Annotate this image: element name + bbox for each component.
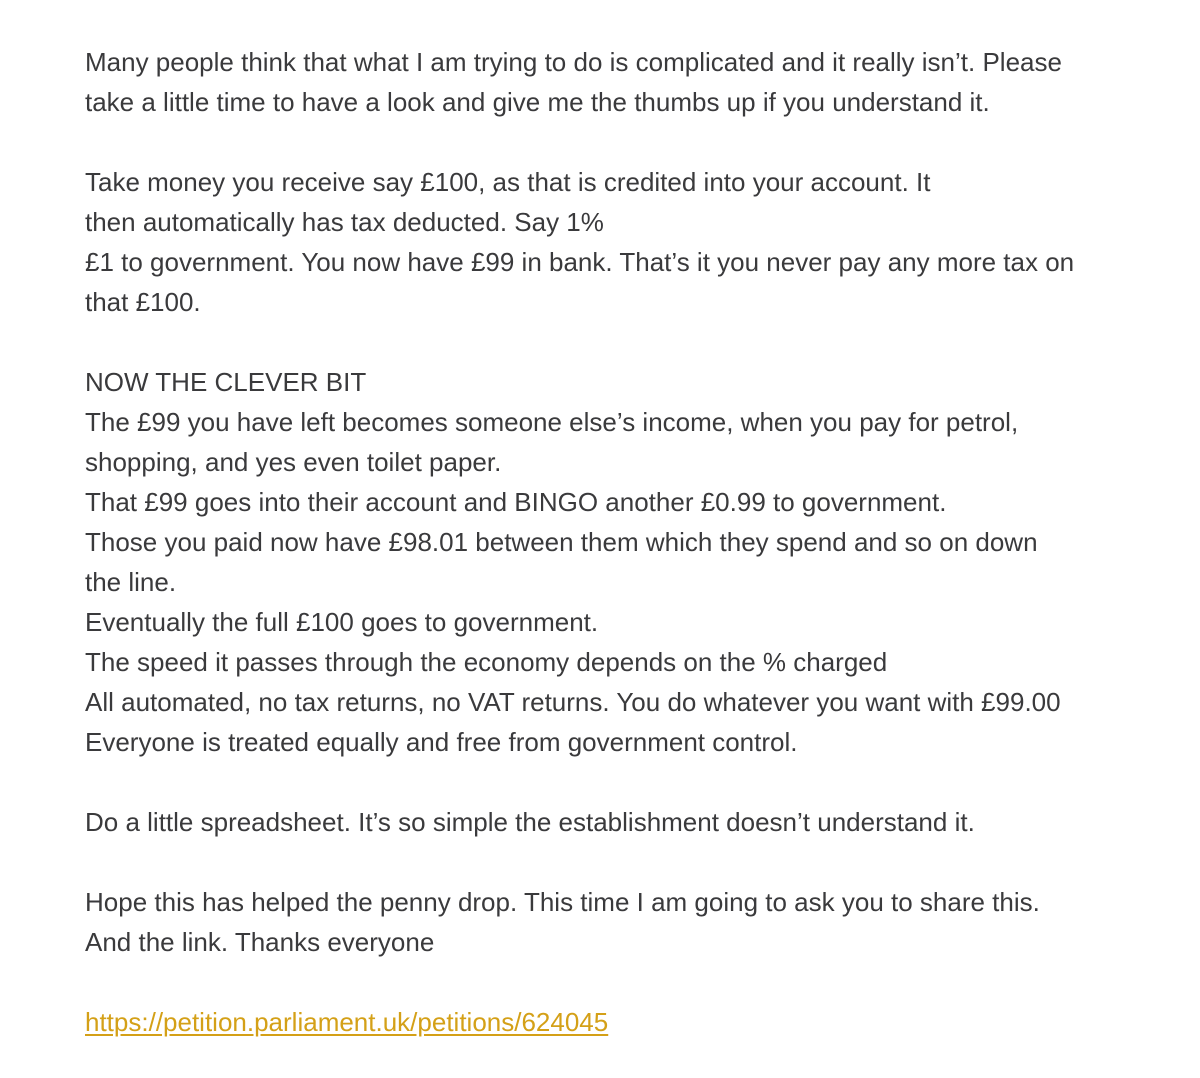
text-line: NOW THE CLEVER BIT — [85, 367, 367, 397]
paragraph-example — [85, 162, 1185, 322]
paragraph-clever-bit — [85, 362, 1185, 762]
text-line: then automatically has tax deducted. Say 1% — [85, 207, 604, 237]
text-line: Many people think that what I am trying to do is complicated and it really isn’t. Please — [85, 47, 1062, 77]
text-line: The £99 you have left becomes someone else’s income, when you pay for petrol, — [85, 407, 1019, 437]
text-line: And the link. Thanks everyone — [85, 927, 435, 957]
text-line: Everyone is treated equally and free from government control. — [85, 727, 798, 757]
text-line: All automated, no tax returns, no VAT returns. You do whatever you want with £99.00 — [85, 687, 1061, 717]
paragraph-closing — [85, 882, 1185, 962]
paragraph-spreadsheet — [85, 802, 1185, 842]
text-line: Hope this has helped the penny drop. This time I am going to ask you to share this. — [85, 887, 1040, 917]
text-line: the line. — [85, 567, 177, 597]
text-line: £1 to government. You now have £99 in bank. That’s it you never pay any more tax on — [85, 247, 1075, 277]
text-line: The speed it passes through the economy depends on the % charged — [85, 647, 888, 677]
text-line: shopping, and yes even toilet paper. — [85, 447, 502, 477]
text-line: take a little time to have a look and give me the thumbs up if you understand it. — [85, 87, 990, 117]
paragraph-intro — [85, 42, 1185, 122]
text-line: Take money you receive say £100, as that is credited into your account. It — [85, 167, 931, 197]
text-line: That £99 goes into their account and BINGO another £0.99 to government. — [85, 487, 947, 517]
text-line: that £100. — [85, 287, 201, 317]
note-body — [85, 42, 1185, 1042]
text-line: Eventually the full £100 goes to government. — [85, 607, 599, 637]
text-line: Do a little spreadsheet. It’s so simple the establishment doesn’t understand it. — [85, 807, 975, 837]
petition-link[interactable]: https://petition.parliament.uk/petitions/624045 — [85, 1007, 609, 1037]
text-line: Those you paid now have £98.01 between them which they spend and so on down — [85, 527, 1038, 557]
